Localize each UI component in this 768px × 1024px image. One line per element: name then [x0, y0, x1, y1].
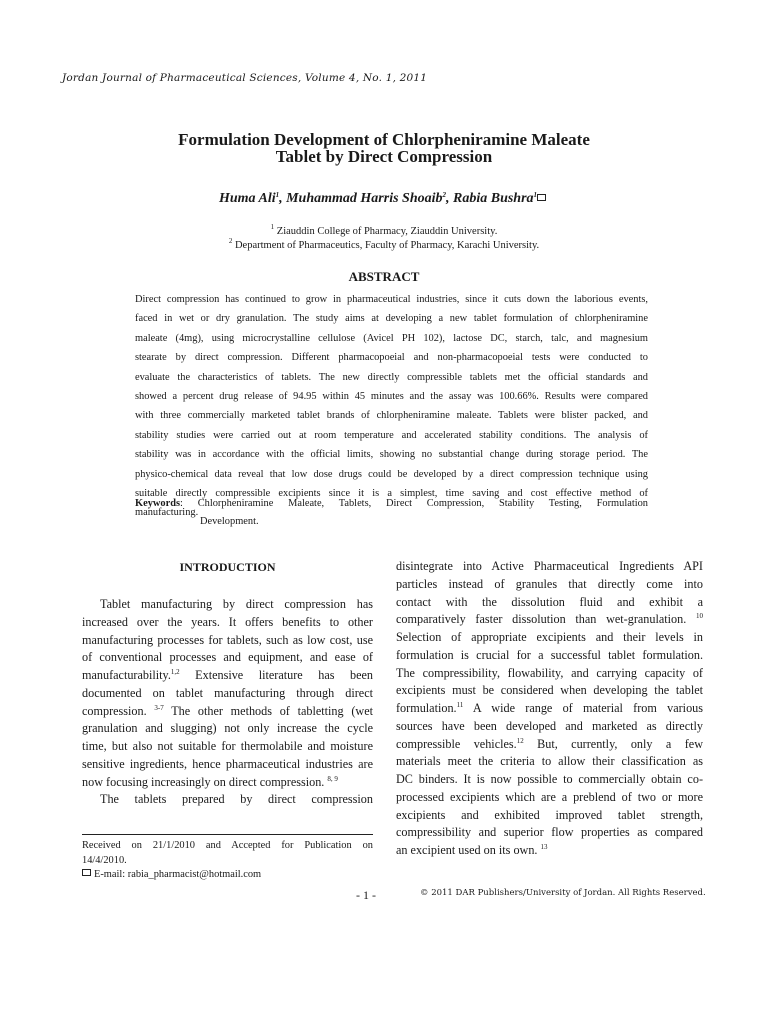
line-text: DC binders. It is now possible to commercially obtain co-	[396, 772, 703, 786]
text-line	[135, 410, 648, 424]
keywords-label: Keywords	[135, 498, 181, 509]
text-line	[135, 333, 648, 347]
author-name: Rabia Bushra	[453, 191, 534, 206]
text-line	[82, 775, 373, 791]
text-line	[135, 313, 648, 327]
envelope-icon	[82, 869, 91, 876]
line-text: The tablets prepared by direct compression	[100, 792, 373, 807]
line-text: suitable directly compressible excipients since it is a simplest, time saving and cost effective method of	[135, 488, 648, 499]
line-text: compressibility and superior flow properties as compared	[396, 825, 703, 840]
aff-sup: 1	[270, 223, 275, 231]
journal-header: Jordan Journal of Pharmaceutical Sciences, Volume 4, No. 1, 2011	[62, 72, 428, 84]
line-text: documented on tablet manufacturing through direct	[82, 685, 373, 700]
line-text: Extensive literature has been	[179, 668, 373, 682]
author-name: Muhammad Harris Shoaib	[286, 191, 443, 206]
line-text: faced in wet or dry granulation. The study aims at developing a new tablet formulation of chlorpheniramine	[135, 313, 648, 325]
text-line	[135, 372, 648, 386]
separator: ,	[279, 191, 287, 206]
keywords-text: : Chlorpheniramine Maleate, Tablets, Direct Compression, Stability Testing, Formulation	[180, 498, 648, 509]
author-sup: 1	[275, 191, 280, 199]
copyright: © 2011 DAR Publishers/University of Jordan. All Rights Reserved.	[420, 888, 706, 898]
author-sup: 1	[533, 191, 538, 199]
title-line: Formulation Development of Chlorpheniramine Maleate	[178, 130, 590, 149]
line-text: particles instead of granules that directly come into	[396, 576, 703, 591]
text-line	[82, 668, 373, 684]
text-line	[396, 683, 703, 699]
text-line	[396, 666, 703, 682]
text-line	[135, 469, 648, 483]
line-text: sensitive ingredients, hence pharmaceutical industries are	[82, 756, 373, 771]
text-line	[82, 650, 373, 666]
affiliation	[0, 223, 768, 237]
line-text: excipients and exhibited improved tablet strength,	[396, 807, 703, 822]
citation-sup: 1,2	[170, 668, 180, 676]
citation-sup: 13	[540, 843, 548, 851]
line-text: excipients must be considered when developing the tablet	[396, 683, 703, 698]
received-date: 14/4/2010.	[82, 855, 127, 866]
line-text: contact with the dissolution fluid and exhibit a	[396, 594, 703, 609]
line-text: now focusing increasingly on direct compression.	[82, 774, 328, 789]
line-text: manufacturability.	[82, 668, 171, 682]
line-text: Tablet manufacturing by direct compression has	[100, 597, 373, 611]
line-text: Direct compression has continued to grow in pharmaceutical industries, since it cuts down the laborious events,	[135, 294, 648, 305]
text-line	[135, 430, 648, 444]
authors	[0, 191, 768, 207]
text-line	[396, 701, 703, 717]
text-line	[396, 825, 703, 841]
line-text: of conventional processes and equipment, and ease of	[82, 650, 373, 665]
line-text: The compressibility, flowability, and carrying capacity of	[396, 665, 703, 680]
line-text: processed excipients which are a preblend of two or more	[396, 789, 703, 804]
affiliation	[0, 237, 768, 251]
text-line	[396, 772, 703, 788]
text-line	[82, 633, 373, 649]
line-text: maleate (4mg), using microcrystalline cellulose (Avicel PH 102), lactose DC, starch, talc, and magnesium	[135, 332, 648, 344]
separator: ,	[446, 191, 453, 206]
line-text: stability was in accordance with the official limits, showing no substantial change during storage period. The	[135, 449, 648, 461]
line-text: manufacturing.	[135, 507, 199, 519]
line-text: increased over the years. It offers benefits to other	[82, 614, 373, 629]
line-text: materials meet the criteria to allow their classification as	[396, 754, 703, 769]
text-line	[135, 352, 648, 366]
text-line	[135, 391, 648, 405]
paper-title	[0, 131, 768, 165]
text-line	[396, 595, 703, 611]
aff-text: Ziauddin College of Pharmacy, Ziauddin University.	[274, 226, 498, 237]
line-text: Selection of appropriate excipients and their levels in	[396, 630, 703, 644]
abstract-heading: ABSTRACT	[348, 269, 420, 284]
line-text: sources have been developed and marketed as directly	[396, 718, 703, 733]
keywords-continuation: Development.	[200, 516, 259, 527]
line-text: stearate by direct compression. Different pharmacopoeial and non-pharmacopoeial tests were conducted to	[135, 352, 648, 364]
line-text: But, currently, only a few	[523, 736, 703, 751]
footnote-divider	[82, 834, 373, 835]
line-text: evaluate the characteristics of tablets. The new directly compressible tablets met the official standards and	[135, 371, 648, 383]
text-line	[396, 790, 703, 806]
line-text: with three commercially marketed tablet brands of chlorpheniramine maleate. Tablets were blister packed, and	[135, 410, 648, 422]
text-line	[135, 449, 648, 463]
line-text: The other methods of tabletting (wet	[163, 703, 373, 718]
line-text: A wide range of material from various	[463, 701, 703, 715]
text-line	[396, 808, 703, 824]
text-line	[82, 739, 373, 755]
citation-sup: 12	[516, 736, 524, 745]
line-text: granulation and slugging) not only increase the cycle	[82, 721, 373, 736]
author-name: Huma Ali	[218, 191, 276, 206]
text-line	[396, 737, 703, 753]
citation-sup: 10	[696, 612, 703, 621]
email-line	[82, 869, 261, 880]
text-line	[396, 577, 703, 593]
text-line	[82, 792, 373, 808]
keywords-line	[135, 498, 648, 512]
text-line	[396, 754, 703, 770]
text-line	[396, 719, 703, 735]
introduction-heading: INTRODUCTION	[179, 560, 276, 574]
title-line: Tablet by Direct Compression	[275, 147, 493, 166]
text-line	[396, 843, 703, 859]
page-number: - 1 -	[356, 888, 376, 902]
line-text: compression.	[82, 703, 155, 718]
author-sup: 2	[442, 191, 446, 199]
line-text: an excipient used on its own.	[396, 843, 541, 857]
text-line	[82, 686, 373, 702]
line-text: stability studies were carried out at room temperature and accelerated stability conditions. The analysis of	[135, 429, 648, 441]
citation-sup: 8, 9	[327, 774, 338, 783]
aff-text: Department of Pharmaceutics, Faculty of Pharmacy, Karachi University.	[232, 240, 540, 251]
text-line	[396, 612, 703, 628]
line-text: time, but also not suitable for thermolabile and moisture	[82, 739, 373, 753]
line-text: manufacturing processes for tablets, such as low cost, use	[82, 632, 373, 647]
citation-sup: 3-7	[154, 703, 164, 712]
text-line	[396, 648, 703, 664]
envelope-icon	[537, 194, 546, 201]
text-line	[396, 559, 703, 575]
text-line	[135, 294, 648, 308]
line-text: comparatively faster dissolution than wet-granulation.	[396, 612, 696, 627]
text-line	[82, 615, 373, 631]
line-text: disintegrate into Active Pharmaceutical Ingredients API	[396, 559, 703, 573]
text-line	[82, 704, 373, 720]
line-text: compressible vehicles.	[396, 736, 517, 751]
text-line	[82, 597, 373, 613]
line-text: showed a percent drug release of 94.95 within 45 minutes and the assay was 100.66%. Results were compared	[135, 391, 648, 402]
aff-sup: 2	[228, 237, 233, 245]
line-text: physico-chemical data reveal that low dose drugs could be developed by a direct compression technique using	[135, 468, 648, 480]
text-line	[82, 721, 373, 737]
received-line: Received on 21/1/2010 and Accepted for Publication on	[82, 840, 373, 851]
email-text: E-mail: rabia_pharmacist@hotmail.com	[94, 869, 262, 880]
citation-sup: 11	[456, 701, 464, 709]
line-text: formulation.	[396, 701, 457, 715]
text-line	[396, 630, 703, 646]
line-text: formulation is crucial for a successful tablet formulation.	[396, 647, 703, 662]
text-line	[82, 757, 373, 773]
